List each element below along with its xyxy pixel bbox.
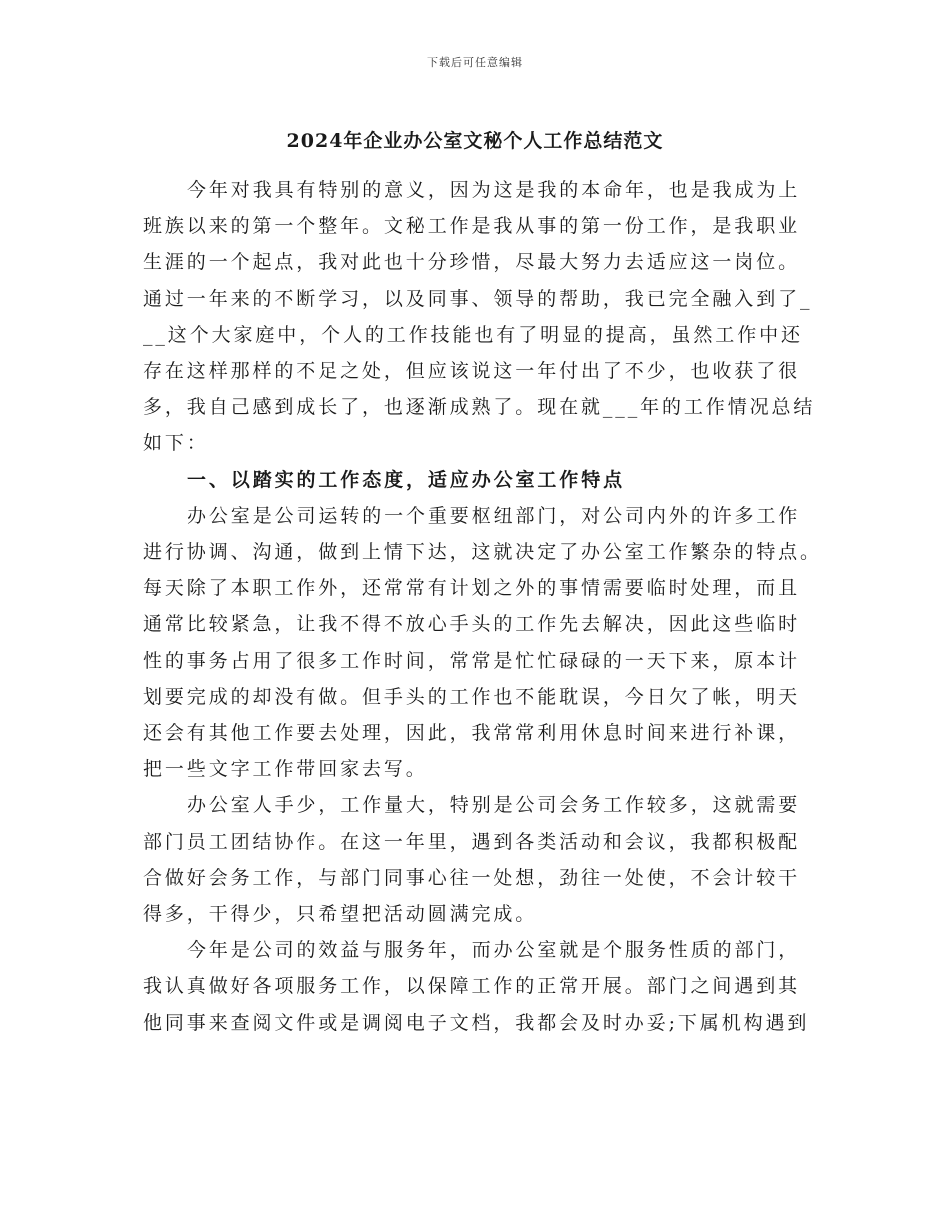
text-line: 存在这样那样的不足之处，但应该说这一年付出了不少，也收获了很 [143,360,801,383]
text-line: 生涯的一个起点，我对此也十分珍惜，尽最大努力去适应这一岗位。 [143,251,801,274]
text-line: 今年是公司的效益与服务年，而办公室就是个服务性质的部门， [187,939,801,962]
text-line: 进行协调、沟通，做到上情下达，这就决定了办公室工作繁杂的特点。 [143,541,822,564]
document-title: 2024年企业办公室文秘个人工作总结范文 [286,130,664,152]
text-line: 他同事来查阅文件或是调阅电子文档，我都会及时办妥;下属机构遇到 [143,1011,810,1034]
text-line: 还会有其他工作要去处理，因此，我常常利用休息时间来进行补课， [143,722,801,745]
text-line: 通过一年来的不断学习，以及同事、领导的帮助，我已完全融入到了_ [143,287,813,310]
text-line: 通常比较紧急，让我不得不放心手头的工作先去解决，因此这些临时 [143,613,801,636]
text-line: 每天除了本职工作外，还常常有计划之外的事情需要临时处理，而且 [143,577,801,600]
section-heading-1 [143,462,815,498]
paragraph-teamwork [143,787,815,932]
paragraph-office-hub [143,498,822,788]
text-line: 部门员工团结协作。在这一年里，遇到各类活动和会议，我都积极配 [143,830,801,853]
paragraph-intro [143,172,815,462]
text-line: 合做好会务工作，与部门同事心往一处想，劲往一处使，不会计较干 [143,866,801,889]
text-line: 如下： [143,432,209,455]
header-note: 下载后可任意编辑 [427,56,523,69]
text-line: __这个大家庭中，个人的工作技能也有了明显的提高，虽然工作中还 [143,323,803,346]
section-heading: 一、以踏实的工作态度，适应办公室工作特点 [187,468,626,491]
text-line: 我认真做好各项服务工作，以保障工作的正常开展。部门之间遇到其 [143,975,801,998]
text-line: 办公室是公司运转的一个重要枢纽部门，对公司内外的许多工作 [187,504,801,527]
document-body [143,172,822,1041]
text-line: 班族以来的第一个整年。文秘工作是我从事的第一份工作，是我职业 [143,215,801,238]
text-line: 多，我自己感到成长了，也逐渐成熟了。现在就___年的工作情况总结 [143,396,816,419]
text-line: 办公室人手少，工作量大，特别是公司会务工作较多，这就需要 [187,794,801,817]
text-line: 今年对我具有特别的意义，因为这是我的本命年，也是我成为上 [187,179,801,201]
text-line: 划要完成的却没有做。但手头的工作也不能耽误，今日欠了帐，明天 [143,685,801,708]
text-line: 把一些文字工作带回家去写。 [143,758,428,781]
text-line: 性的事务占用了很多工作时间，常常是忙忙碌碌的一天下来，原本计 [143,649,801,672]
paragraph-service [143,932,815,1041]
text-line: 得多，干得少，只希望把活动圆满完成。 [143,903,538,926]
